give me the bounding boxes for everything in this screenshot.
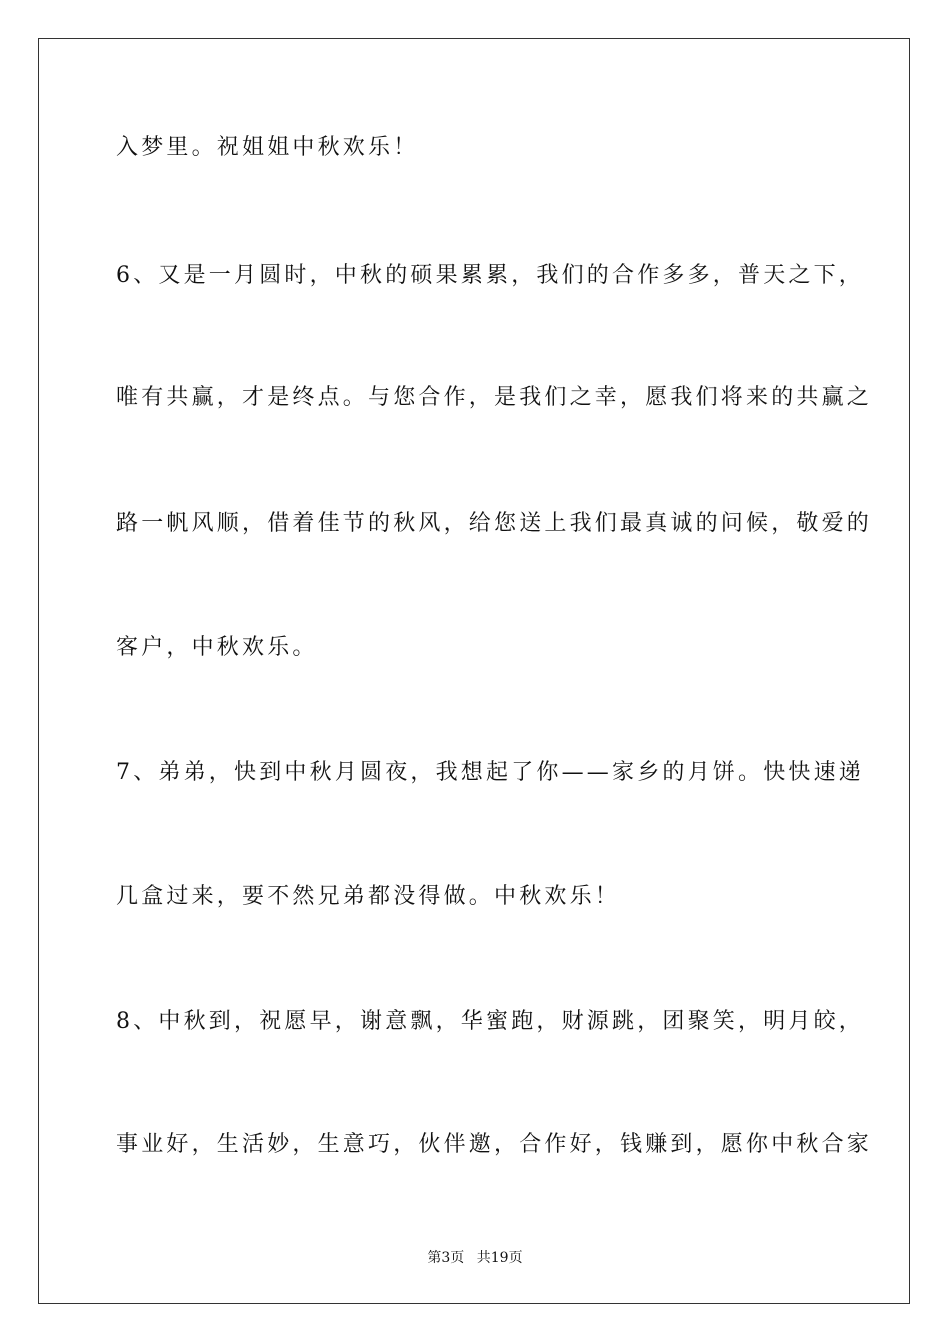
text-line-8: 8、中秋到，祝愿早，谢意飘，华蜜跑，财源跳，团聚笑，明月皎， — [116, 1009, 864, 1034]
page-number: 第3页 — [427, 1250, 465, 1266]
text-line-9: 事业好，生活妙，生意巧，伙伴邀，合作好，钱赚到，愿你中秋合家 — [116, 1132, 873, 1157]
text-line-4: 路一帆风顺，借着佳节的秋风，给您送上我们最真诚的问候，敬爱的 — [116, 511, 873, 536]
text-line-3: 唯有共赢，才是终点。与您合作，是我们之幸，愿我们将来的共赢之 — [116, 385, 873, 410]
text-line-1: 入梦里。祝姐姐中秋欢乐！ — [116, 135, 419, 160]
text-line-7: 几盒过来，要不然兄弟都没得做。中秋欢乐！ — [116, 884, 621, 909]
page-border — [38, 38, 910, 1304]
page-footer — [0, 1247, 950, 1267]
page-total: 共19页 — [476, 1250, 523, 1266]
text-line-5: 客户，中秋欢乐。 — [116, 635, 318, 660]
text-line-6: 7、弟弟，快到中秋月圆夜，我想起了你——家乡的月饼。快快速递 — [116, 760, 864, 785]
text-line-2: 6、又是一月圆时，中秋的硕果累累，我们的合作多多，普天之下， — [116, 263, 864, 288]
